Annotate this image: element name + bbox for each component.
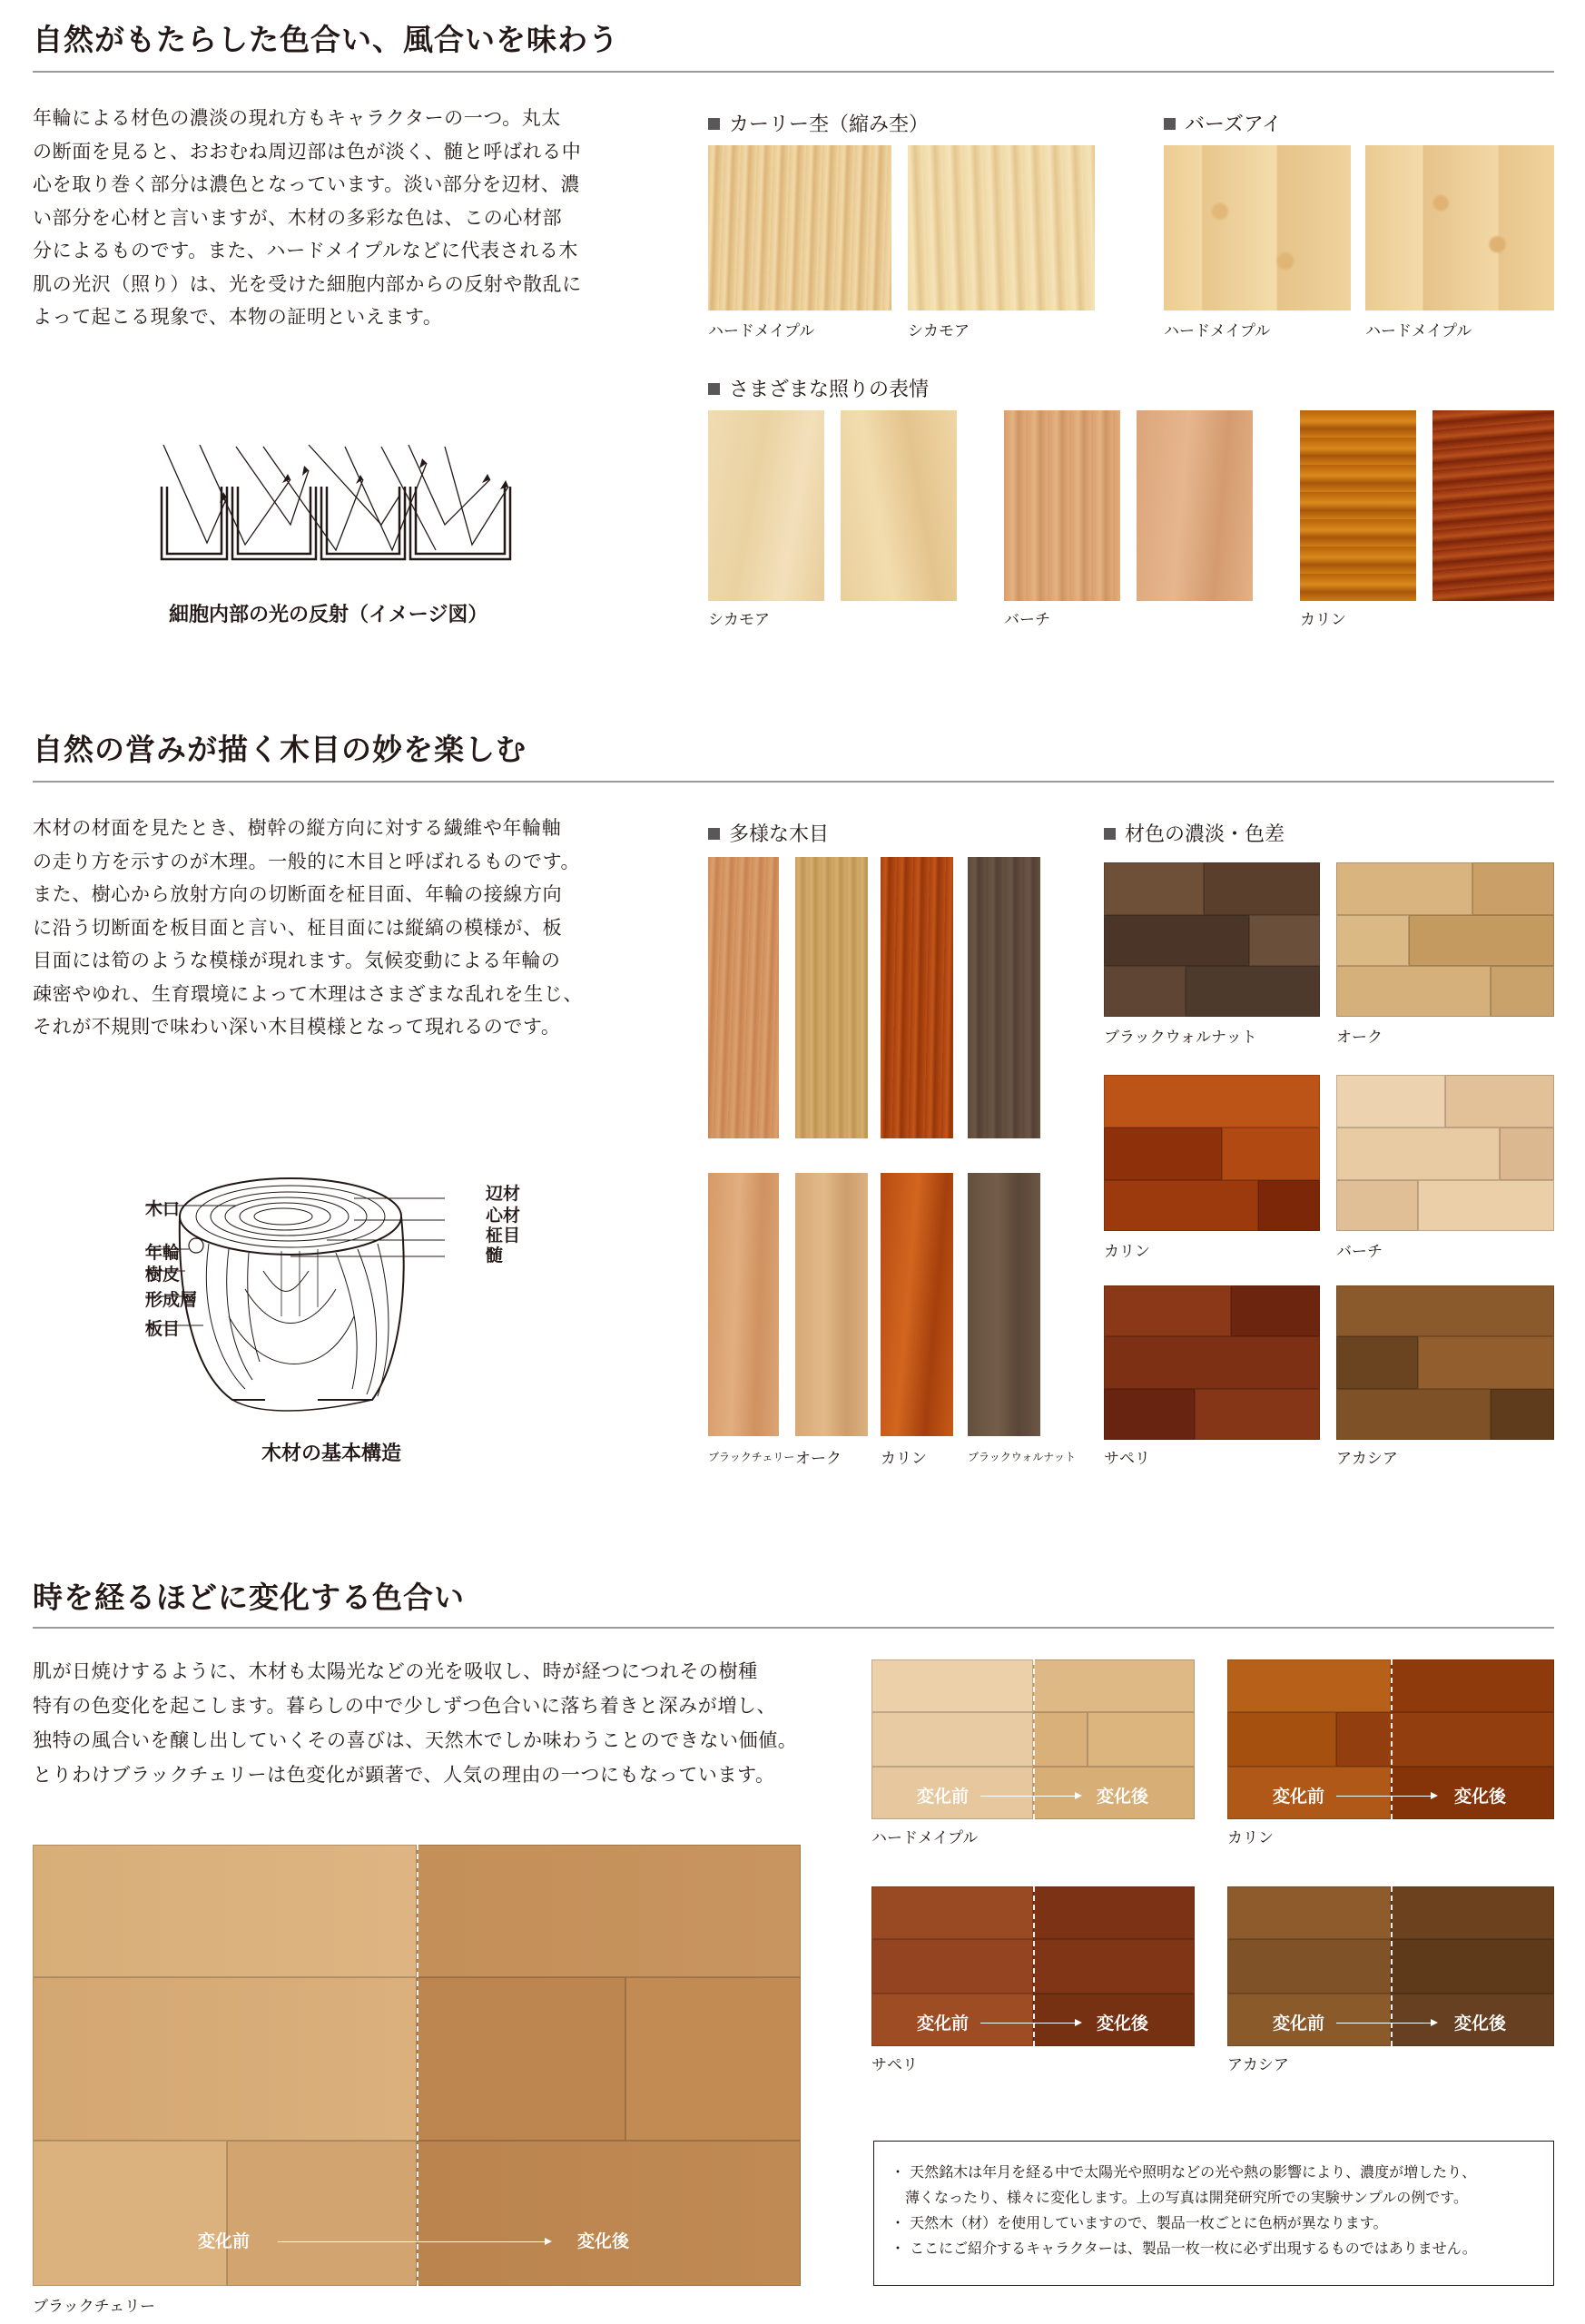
before-label: 変化前	[198, 2231, 251, 2251]
hard-maple-before-after-swatch	[871, 1659, 1195, 1819]
diagram-label: 辺材	[486, 1184, 521, 1204]
luster-karin-swatch-2	[1432, 410, 1554, 601]
body-line: それが不規則で味わい深い木目模様となって現れるのです。	[33, 1016, 561, 1038]
body-line: の走り方を示すのが木理。一般的に木目と呼ばれるものです。	[33, 850, 581, 872]
swatch-caption: ハードメイプル	[1365, 322, 1472, 340]
section3-body	[33, 1654, 813, 1792]
section3-title: 時を経るほどに変化する色合い	[33, 1580, 465, 1615]
swatch-caption: ハードメイプル	[708, 322, 815, 340]
shade-sapele-swatch	[1104, 1285, 1320, 1440]
body-line: に沿う切断面を板目面と言い、柾目面には縦縞の模様が、板	[33, 916, 563, 939]
swatch-caption: バーチ	[1336, 1243, 1383, 1261]
after-label: 変化後	[1454, 2014, 1507, 2034]
shade-birch-swatch	[1336, 1075, 1554, 1231]
swatch-caption: オーク	[795, 1450, 842, 1468]
luster-birch-swatch-1	[1004, 410, 1120, 601]
diagram-label: 髄	[486, 1246, 504, 1265]
diagram-label: 年輪	[145, 1243, 181, 1263]
photo-caption: ブラックチェリー	[33, 2298, 156, 2316]
before-after-arrow-icon	[1336, 1796, 1436, 1797]
note-line: ・ 天然銘木は年月を経る中で太陽光や照明などの光や熱の影響により、濃度が増したり、	[891, 2163, 1477, 2181]
grain-oak-swatch-2	[795, 1173, 868, 1436]
before-after-arrow-icon	[278, 2241, 550, 2242]
swatch-caption: アカシア	[1227, 2056, 1289, 2074]
grain-cherry-swatch-1	[708, 857, 779, 1138]
swatch-caption: カリン	[1104, 1243, 1150, 1261]
after-label: 変化後	[1454, 1787, 1507, 1807]
square-bullet-icon	[708, 118, 720, 130]
section1-body	[33, 102, 668, 334]
body-line: 木材の材面を見たとき、樹幹の縦方向に対する繊維や年輪軸	[33, 817, 562, 839]
diagram-label: 心材	[486, 1206, 521, 1226]
note-line: ・ 天然木（材）を使用していますので、製品一枚ごとに色柄が異なります。	[891, 2214, 1388, 2231]
diagram-label: 樹皮	[145, 1265, 181, 1285]
log-structure-diagram	[145, 1162, 545, 1425]
after-label: 変化後	[1097, 1787, 1149, 1807]
shade-acacia-swatch	[1336, 1285, 1554, 1440]
swatch-caption: カリン	[1300, 611, 1346, 629]
swatch-caption: ハードメイプル	[871, 1829, 979, 1847]
luster-karin-swatch-1	[1300, 410, 1416, 601]
section1-rule	[33, 71, 1554, 73]
section3-rule	[33, 1627, 1554, 1629]
swatch-caption: カリン	[881, 1450, 927, 1468]
swatch-caption: バーチ	[1004, 611, 1050, 629]
body-line: とりわけブラックチェリーは色変化が顕著で、人気の理由の一つにもなっています。	[33, 1764, 775, 1786]
figure-caption: 細胞内部の光の反射（イメージ図）	[169, 603, 488, 626]
curly-maple-swatch	[708, 145, 891, 310]
swatch-caption: ブラックウォルナット	[968, 1451, 1077, 1463]
grain-cherry-swatch-2	[708, 1173, 779, 1436]
section2-body	[33, 812, 668, 1044]
body-line: 分によるものです。また、ハードメイプルなどに代表される木	[33, 240, 579, 261]
swatch-caption: ハードメイプル	[1164, 322, 1271, 340]
curly-heading: カーリー杢（縮み杢）	[708, 109, 929, 137]
body-line: 疎密やゆれ、生育環境によって木理はさまざまな乱れを生じ、	[33, 982, 584, 1005]
square-bullet-icon	[1104, 828, 1116, 840]
birdseye-heading: バーズアイ	[1164, 109, 1282, 137]
diagram-label: 形成層	[145, 1290, 198, 1310]
swatch-caption: シカモア	[708, 611, 770, 629]
swatch-caption: サペリ	[871, 2056, 918, 2074]
luster-sycamore-swatch-2	[841, 410, 957, 601]
body-line: 年輪による材色の濃淡の現れ方もキャラクターの一つ。丸太	[33, 107, 561, 129]
grain-walnut-swatch-2	[968, 1173, 1040, 1436]
shade-heading: 材色の濃淡・色差	[1104, 819, 1285, 847]
body-line: い部分を心材と言いますが、木材の多彩な色は、この心材部	[33, 206, 563, 229]
body-line: の断面を見ると、おおむね周辺部は色が淡く、髄と呼ばれる中	[33, 140, 582, 162]
section2-title: 自然の営みが描く木目の妙を楽しむ	[33, 732, 527, 767]
shade-walnut-swatch	[1104, 862, 1320, 1017]
grain-karin-swatch-2	[881, 1173, 953, 1436]
section2-rule	[33, 781, 1554, 783]
body-line: よって起こる現象で、本物の証明といえます。	[33, 306, 443, 328]
diagram-label: 板目	[145, 1319, 181, 1339]
luster-birch-swatch-2	[1137, 410, 1253, 601]
square-bullet-icon	[1164, 118, 1176, 130]
grain-heading: 多様な木目	[708, 819, 829, 847]
shade-oak-swatch	[1336, 862, 1554, 1017]
square-bullet-icon	[708, 383, 720, 395]
cell-light-reflection-diagram	[154, 443, 527, 579]
luster-heading: さまざまな照りの表情	[708, 374, 929, 402]
swatch-caption: オーク	[1336, 1029, 1383, 1047]
note-line: 薄くなったり、様々に変化します。上の写真は開発研究所での実験サンプルの例です。	[891, 2189, 1469, 2206]
swatch-caption: ブラックチェリー	[708, 1451, 795, 1463]
black-cherry-before-after-photo	[33, 1845, 801, 2286]
body-line: 心を取り巻く部分は濃色となっています。淡い部分を辺材、濃	[33, 173, 581, 195]
note-line: ・ ここにご紹介するキャラクターは、製品一枚一枚に必ず出現するものではありません。	[891, 2240, 1477, 2257]
body-line: 特有の色変化を起こします。暮らしの中で少しずつ色合いに落ち着きと深みが増し、	[33, 1695, 777, 1717]
notes-box	[873, 2141, 1554, 2286]
birdseye-maple-swatch-1	[1164, 145, 1351, 310]
diagram-label: 柾目	[486, 1226, 521, 1246]
luster-sycamore-swatch-1	[708, 410, 824, 601]
body-line: 目面には筍のような模様が現れます。気候変動による年輪の	[33, 950, 561, 971]
body-line: 独特の風合いを醸し出していくその喜びは、天然木でしか味わうことのできない価値。	[33, 1729, 798, 1751]
body-line: また、樹心から放射方向の切断面を柾目面、年輪の接線方向	[33, 883, 563, 905]
grain-walnut-swatch-1	[968, 857, 1040, 1138]
swatch-caption: カリン	[1227, 1829, 1274, 1847]
before-label: 変化前	[1273, 1787, 1325, 1807]
before-after-arrow-icon	[1336, 2023, 1436, 2024]
swatch-caption: ブラックウォルナット	[1104, 1029, 1257, 1047]
birdseye-maple-swatch-2	[1365, 145, 1554, 310]
shade-karin-swatch	[1104, 1075, 1320, 1231]
karin-before-after-swatch	[1227, 1659, 1554, 1819]
after-label: 変化後	[1097, 2014, 1149, 2034]
before-label: 変化前	[917, 2014, 970, 2034]
swatch-caption: アカシア	[1336, 1450, 1398, 1468]
swatch-caption: サペリ	[1104, 1450, 1150, 1468]
curly-sycamore-swatch	[908, 145, 1095, 310]
swatch-caption: シカモア	[908, 322, 970, 340]
diagram-caption: 木材の基本構造	[261, 1442, 402, 1465]
before-after-arrow-icon	[980, 1796, 1080, 1797]
body-line: 肌が日焼けするように、木材も太陽光などの光を吸収し、時が経つにつれその樹種	[33, 1660, 758, 1682]
section1-title: 自然がもたらした色合い、風合いを味わう	[33, 22, 619, 57]
before-after-arrow-icon	[980, 2023, 1080, 2024]
before-label: 変化前	[1273, 2014, 1325, 2034]
square-bullet-icon	[708, 828, 720, 840]
sapele-before-after-swatch	[871, 1886, 1195, 2046]
acacia-before-after-swatch	[1227, 1886, 1554, 2046]
grain-karin-swatch-1	[881, 857, 953, 1138]
after-label: 変化後	[577, 2231, 630, 2251]
diagram-label: 木口	[145, 1199, 181, 1219]
before-label: 変化前	[917, 1787, 970, 1807]
grain-oak-swatch-1	[795, 857, 868, 1138]
body-line: 肌の光沢（照り）は、光を受けた細胞内部からの反射や散乱に	[33, 272, 582, 295]
